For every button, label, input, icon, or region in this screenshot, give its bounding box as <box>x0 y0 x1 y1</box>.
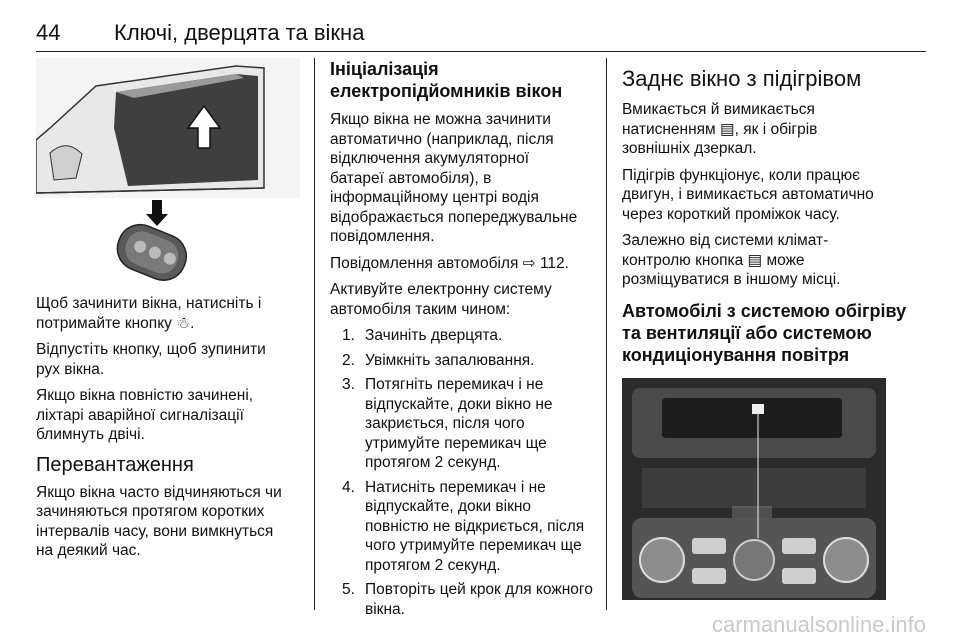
step-number: 2. <box>342 351 355 369</box>
column-middle <box>330 58 600 624</box>
step-text: Натисніть перемикач і не відпускайте, доки вікно повністю не відкриється, після чого утримуйте перемикач ще протягом 2 секунд. <box>365 478 585 574</box>
paragraph-heater-function: Підігрів функціонує, коли працює двигун, і вимикається автоматично через короткий проміжок часу. <box>622 166 874 223</box>
heading-ventilation-vehicles: Автомобілі з системою обігріву та вентиляції або системою кондиціонування повітря <box>622 300 907 365</box>
step-number: 1. <box>342 327 355 344</box>
paragraph-initialisation: Якщо вікна не можна зачинити автоматично (наприклад, після відключення акумуляторної батареї автомобіля), в інформаційному центрі водія відображається попереджувальне повідомлення. <box>330 111 578 245</box>
paragraph-activate-system: Активуйте електронну систему автомобіля таким чином: <box>330 281 552 318</box>
step-number: 5. <box>342 581 355 598</box>
paragraph-overload: Якщо вікна часто відчиняються чи зачиняються протягом коротких інтервалів часу, вони вимкнуться на деякий час. <box>36 483 282 559</box>
paragraph-hazard-flash: Якщо вікна повністю зачинені, ліхтарі аварійної сигналізації блимнуть двічі. <box>36 387 254 443</box>
window-close-illustration <box>36 58 300 284</box>
header-divider <box>36 51 926 52</box>
heading-initialisation: Ініціалізація електропідйомників вікон <box>330 59 563 101</box>
paragraph-close-windows: Щоб зачинити вікна, натисніть і потримайте кнопку ☃. <box>36 295 262 332</box>
column-left <box>36 58 306 568</box>
step-text: Потягніть перемикач і не відпускайте, доки вікно не закриється, після чого утримуйте перемикач ще протягом 2 секунд. <box>365 376 553 471</box>
column-divider-1 <box>314 58 315 610</box>
step-text: Повторіть цей крок для кожного вікна. <box>365 581 593 618</box>
heading-heated-rear-window: Заднє вікно з підігрівом <box>622 66 862 91</box>
paragraph-button-location: Залежно від системи клімат- контролю кнопка ▤ може розміщуватися в іншому місці. <box>622 232 841 288</box>
step-number: 4. <box>342 478 355 496</box>
watermark: carmanualsonline.info <box>711 612 926 637</box>
paragraph-vehicle-messages: Повідомлення автомобіля ⇨ 112. <box>330 254 569 272</box>
column-divider-2 <box>606 58 607 610</box>
step-item <box>330 326 600 346</box>
paragraph-release-button: Відпустіть кнопку, щоб зупинити рух вікна. <box>36 341 266 378</box>
column-right <box>622 58 922 600</box>
page-title: Ключі, дверцята та вікна <box>114 20 365 45</box>
step-text: Зачиніть дверцята. <box>365 327 503 344</box>
steps-list <box>330 326 600 619</box>
step-item <box>330 351 600 371</box>
step-text: Увімкніть запалювання. <box>365 351 535 369</box>
step-item <box>330 580 600 619</box>
step-number: 3. <box>342 376 355 393</box>
step-item <box>330 375 600 473</box>
page-header <box>0 0 960 50</box>
step-item <box>330 478 600 576</box>
heading-overload: Перевантаження <box>36 453 194 476</box>
climate-control-illustration <box>622 378 886 600</box>
page-number: 44 <box>36 20 61 45</box>
paragraph-toggle: Вмикається й вимикається натисненням ▤, як і обігрів зовнішніх дзеркал. <box>622 101 818 157</box>
